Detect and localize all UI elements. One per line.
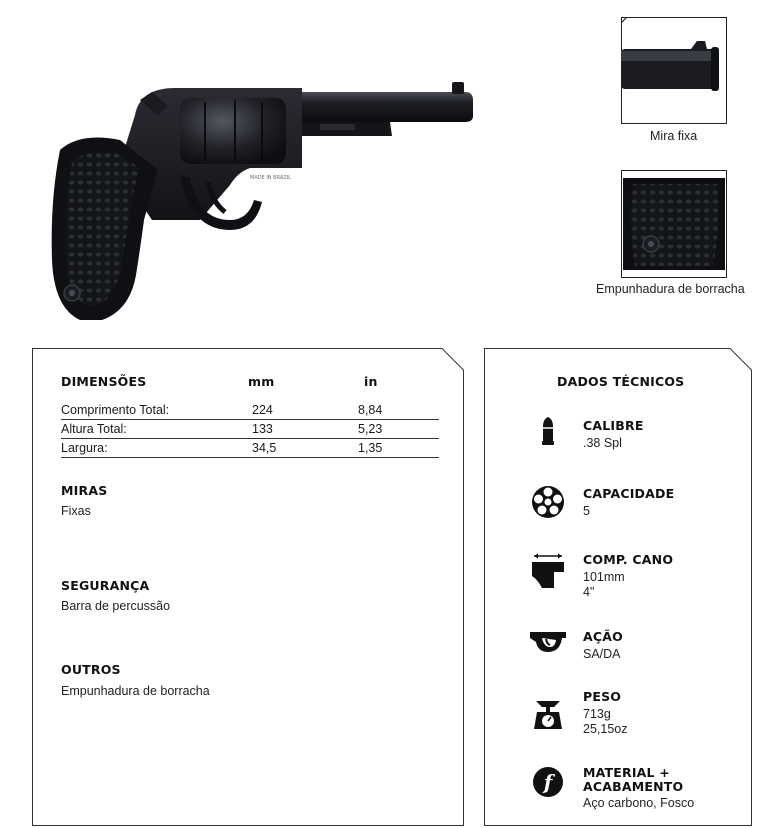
others-heading: OUTROS — [61, 662, 121, 677]
technical-data-heading: DADOS TÉCNICOS — [557, 374, 685, 389]
dimension-mm-value: 34,5 — [252, 441, 277, 455]
revolver-product-image — [40, 70, 490, 325]
safety-value: Barra de percussão — [61, 599, 171, 613]
weight-g-value: 713g — [583, 707, 611, 721]
safety-heading: SEGURANÇA — [61, 578, 150, 593]
material-icon — [528, 762, 568, 802]
dimension-row — [61, 401, 439, 420]
action-label: AÇÃO — [583, 629, 623, 644]
fixed-sight-caption: Mira fixa — [650, 129, 698, 143]
rubber-grip-detail-image — [621, 170, 727, 278]
dimension-label: Comprimento Total: — [61, 403, 170, 417]
others-value: Empunhadura de borracha — [61, 684, 210, 698]
dimension-label: Altura Total: — [61, 422, 127, 436]
dimensions-heading: DIMENSÕES — [61, 374, 147, 389]
trigger-icon — [528, 620, 568, 660]
caliber-label: CALIBRE — [583, 418, 644, 433]
svg-text:f: f — [543, 770, 553, 794]
material-label: MATERIAL + — [583, 765, 670, 780]
sights-value: Fixas — [61, 504, 91, 518]
barrel-length-in-value: 4" — [583, 585, 595, 599]
dimension-in-value: 8,84 — [358, 403, 383, 417]
dimension-mm-value: 224 — [252, 403, 273, 417]
caliber-value: .38 Spl — [583, 436, 622, 450]
cylinder-icon — [528, 482, 568, 522]
dimension-label: Largura: — [61, 441, 108, 455]
dimension-in-value: 5,23 — [358, 422, 383, 436]
dimension-row — [61, 439, 439, 458]
material-value: Aço carbono, Fosco — [583, 796, 695, 810]
capacity-value: 5 — [583, 504, 590, 518]
action-value: SA/DA — [583, 647, 621, 661]
weight-label: PESO — [583, 689, 622, 704]
made-in-brazil-mark: MADE IN BRAZIL — [250, 175, 291, 181]
weight-oz-value: 25,15oz — [583, 722, 628, 736]
fixed-sight-detail-image — [621, 17, 727, 124]
capacity-label: CAPACIDADE — [583, 486, 675, 501]
dimension-row — [61, 420, 439, 439]
dimensions-mm-heading: mm — [248, 374, 275, 389]
sights-heading: MIRAS — [61, 483, 108, 498]
dimension-mm-value: 133 — [252, 422, 273, 436]
finish-label: ACABAMENTO — [583, 779, 684, 794]
dimension-in-value: 1,35 — [358, 441, 383, 455]
barrel-length-label: COMP. CANO — [583, 552, 674, 567]
dimensions-in-heading: in — [364, 374, 378, 389]
barrel-length-icon — [528, 550, 568, 590]
barrel-length-mm-value: 101mm — [583, 570, 625, 584]
scale-icon — [528, 693, 568, 733]
rubber-grip-caption: Empunhadura de borracha — [596, 282, 745, 296]
cartridge-icon — [528, 411, 568, 451]
